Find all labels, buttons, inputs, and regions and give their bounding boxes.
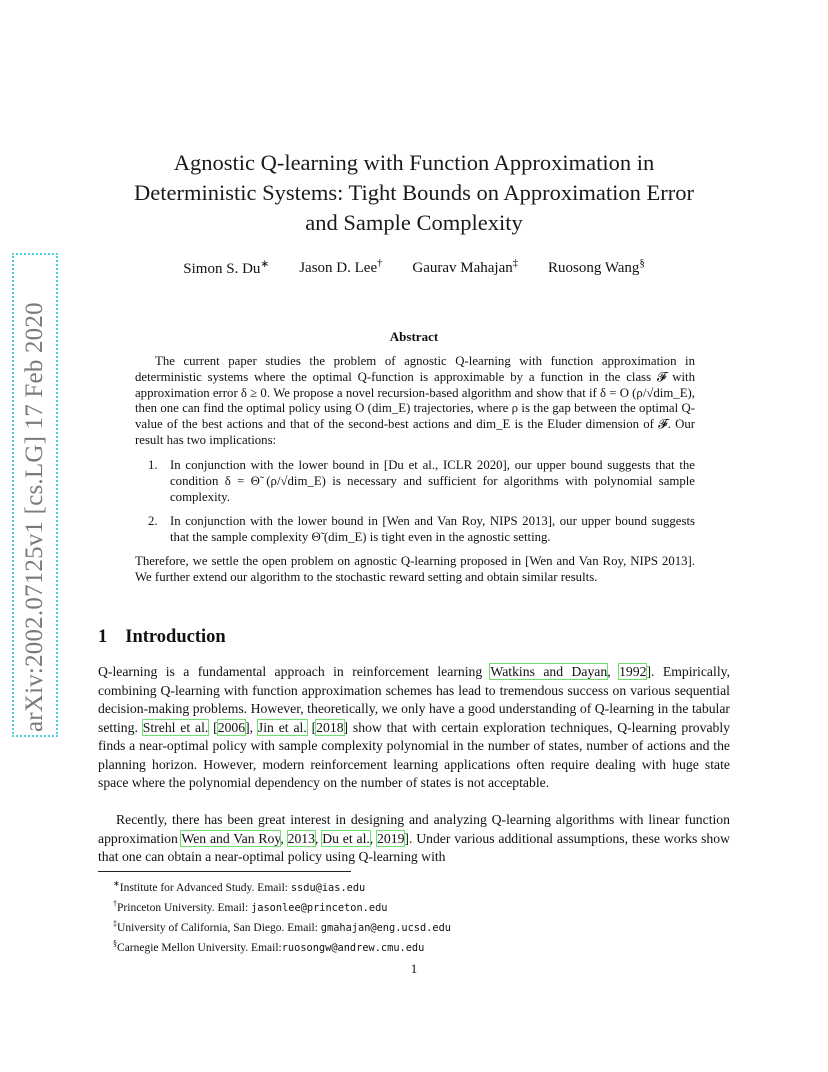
body-text: ]. Empirically, combining Q-learning with function approximation schemes has lead to tremendous success on various sequential decision-making problems. However, theoretically, we only have a good understanding of Q-learning in the tabular setting. [98, 664, 730, 735]
footnote: ‡University of California, San Diego. Email: gmahajan@eng.ucsd.edu [113, 919, 451, 935]
body-text: , [369, 830, 378, 846]
list-item: 2. In conjunction with the lower bound in [Wen and Van Roy, NIPS 2013], our upper bound suggests that the sample complexity Θ̃ (dim_E) is tight even in the agnostic setting. [148, 514, 695, 545]
paper-title [100, 148, 728, 238]
title-line: Agnostic Q-learning with Function Approximation in [173, 150, 655, 175]
abstract-heading: Abstract [389, 329, 439, 344]
citation-link[interactable]: 2006 [217, 719, 246, 735]
footnote: †Princeton University. Email: jasonlee@princeton.edu [113, 899, 388, 914]
citation-link[interactable]: 1992 [619, 664, 647, 679]
title-line: Deterministic Systems: Tight Bounds on Approximation Error [133, 180, 694, 205]
body-text: , [280, 830, 288, 846]
intro-paragraph-2 [98, 811, 730, 867]
author: Simon S. Du∗ [183, 259, 270, 277]
body-text: Recently, there has been great interest in designing and analyzing Q-learning algorithms with linear function approximation [98, 812, 730, 846]
arxiv-stamp: arXiv:2002.07125v1 [cs.LG] 17 Feb 2020 [21, 302, 48, 732]
body-text: ] show that with certain exploration techniques, Q-learning provably finds a near-optimal policy with sample complexity polynomial in the number of states, number of actions and the planning horizon. However, modern reinforcement learning applications often require dealing with huge state space where the polynomial dependency on the number of states is not acceptable. [98, 719, 731, 790]
abstract-list [148, 458, 695, 555]
author: Jason D. Lee† [299, 258, 383, 276]
list-item: 1. In conjunction with the lower bound in [Du et al., ICLR 2020], our upper bound suggests that the condition δ = Θ̃ (ρ/√dim_E) is necessary and sufficient for algorithms with polynomial sample complexity. [148, 458, 695, 504]
abstract-paragraph: The current paper studies the problem of agnostic Q-learning with function approximation in deterministic systems where the optimal Q-function is approximable by a function in the class 𝓕 with approximation error δ ≥ 0. We propose a novel recursion-based algorithm and show that if δ = O (ρ/√dim_E), then one can find the optimal policy using O (dim_E) trajectories, where ρ is the gap between the optimal Q-value of the best actions and that of the second-best actions and dim_E is the Eluder dimension of 𝓕. Our result has two implications: [135, 354, 695, 447]
body-text: [ [208, 719, 218, 735]
author-list [100, 258, 728, 278]
title-line: and Sample Complexity [305, 210, 523, 235]
author: Ruosong Wang§ [548, 258, 645, 276]
footnote: ∗Institute for Advanced Study. Email: ssdu@ias.edu [113, 879, 366, 894]
body-text: , [607, 664, 620, 679]
citation-link[interactable]: 2018 [316, 719, 344, 735]
body-text: Q-learning is a fundamental approach in reinforcement learning [98, 664, 491, 679]
footnote: §Carnegie Mellon University. Email:ruosongw@andrew.cmu.edu [113, 939, 425, 955]
citation-link[interactable]: 2019 [377, 830, 405, 846]
footnote-rule [98, 871, 351, 872]
page-number: 1 [410, 961, 418, 976]
citation-link[interactable]: Wen and Van Roy [181, 830, 281, 846]
body-text: ]. Under various additional assumptions, these works show that one can obtain a near-optimal policy using Q-learning with [98, 830, 730, 864]
body-text: [ [306, 719, 317, 735]
citation-link[interactable]: Strehl et al. [142, 719, 209, 735]
footnotes [113, 876, 451, 957]
citation-link[interactable]: Du et al. [322, 830, 370, 846]
body-text: ], [245, 719, 258, 735]
section-heading: 1 Introduction [98, 627, 226, 647]
citation-link[interactable]: Jin et al. [257, 719, 307, 735]
intro-paragraph-1 [98, 663, 730, 793]
abstract-conclusion: Therefore, we settle the open problem on agnostic Q-learning proposed in [Wen and Van Roy, NIPS 2013]. We further extend our algorithm to the stochastic reward setting and obtain similar results. [135, 554, 695, 584]
citation-link[interactable]: Watkins and Dayan [490, 664, 608, 679]
body-text: , [314, 830, 323, 846]
author: Gaurav Mahajan‡ [412, 258, 518, 276]
citation-link[interactable]: 2013 [287, 830, 315, 846]
